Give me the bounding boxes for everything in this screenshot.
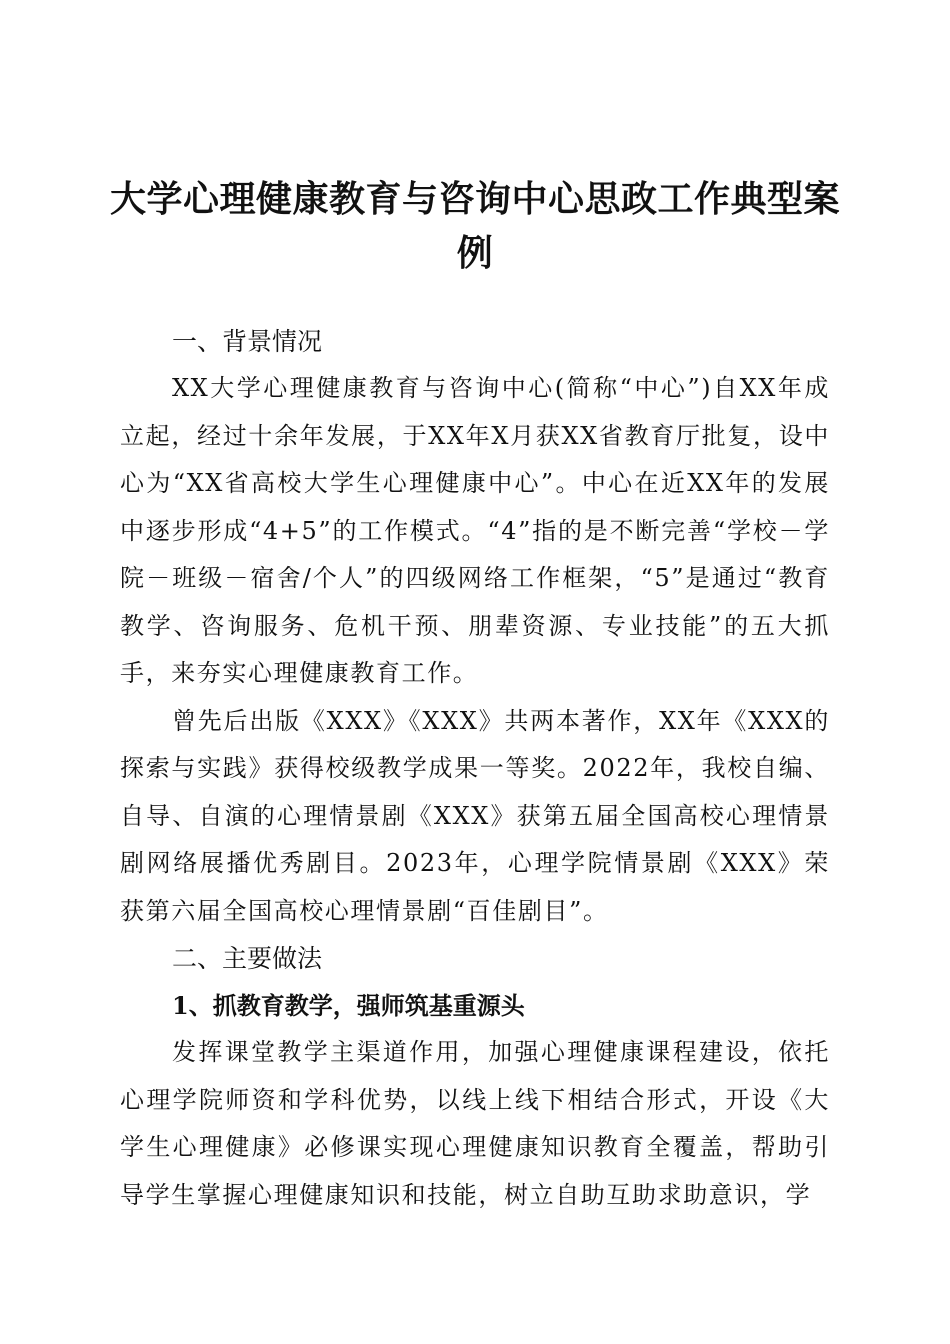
background-paragraph-2: 曾先后出版《XXX》《XXX》共两本著作，XX年《XXX的探索与实践》获得校级教学成果一等奖。2022年，我校自编、自导、自演的心理情景剧《XXX》获第五届全国高校心理情景剧网络展播优秀剧目。2023年，心理学院情景剧《XXX》荣获第六届全国高校心理情景剧“百佳剧目”。 [120,706,830,925]
document-title: 大学心理健康教育与咨询中心思政工作典型案例 [110,178,841,274]
section-heading-practice: 二、主要做法 [172,944,323,973]
subsection-heading-teaching: 1、抓教育教学，强师筑基重源头 [172,991,525,1020]
practice-paragraph-1: 发挥课堂教学主渠道作用，加强心理健康课程建设，依托心理学院师资和学科优势，以线上线下相结合形式，开设《大学生心理健康》必修课实现心理健康知识教育全覆盖，帮助引导学生掌握心理健康知识和技能，树立自助互助求助意识，学 [120,1038,830,1209]
document-body [120,318,830,1219]
background-paragraph-1: XX大学心理健康教育与咨询中心(简称“中心”)自XX年成立起，经过十余年发展，于XX年X月获XX省教育厅批复，设中心为“XX省高校大学生心理健康中心”。中心在近XX年的发展中逐步形成“4+5”的工作模式。“4”指的是不断完善“学校－学院－班级－宿舍/个人”的四级网络工作框架，“5”是通过“教育教学、咨询服务、危机干预、朋辈资源、专业技能”的五大抓手，来夯实心理健康教育工作。 [120,374,830,687]
section-heading-background: 一、背景情况 [172,327,323,356]
